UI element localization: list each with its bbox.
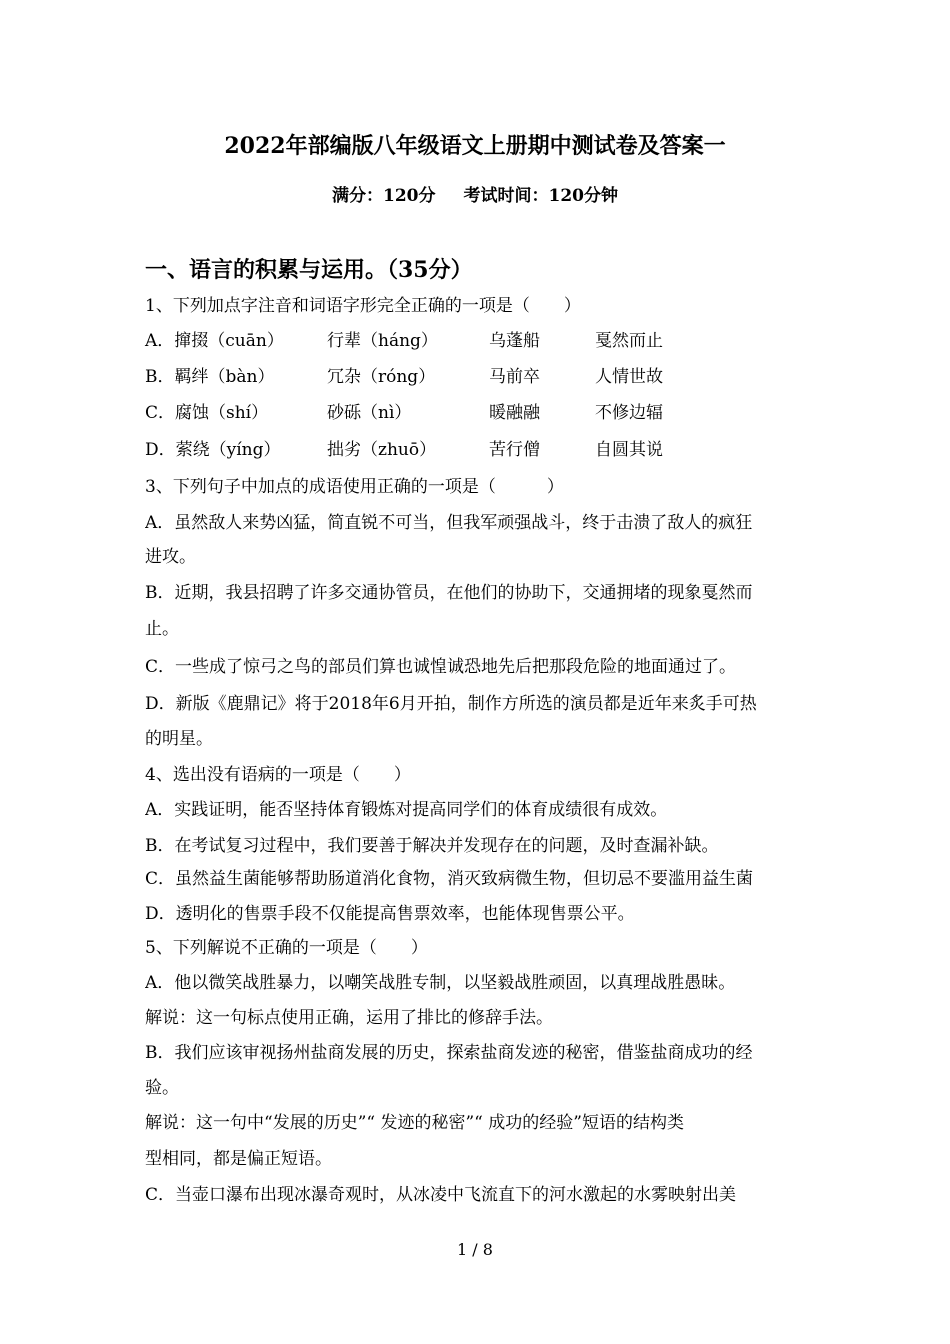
q3-option-a-line1: A．虽然敌人来势凶猛，简直锐不可当，但我军顽强战斗，终于击溃了敌人的疯狂 [145,513,753,533]
exam-time: 考试时间：120分钟 [463,186,618,206]
q4-option-c: C．虽然益生菌能够帮助肠道消化食物，消灭致病微生物，但切忌不要滥用益生菌 [145,869,754,889]
section-heading: 一、语言的积累与运用。（35分） [145,257,473,283]
q1-c-col3: 暖融融 [489,403,540,423]
q1-c-col2: 砂砾（nì） [327,403,412,423]
q4-option-b: B．在考试复习过程中，我们要善于解决并发现存在的问题，及时查漏补缺。 [145,836,719,856]
q3-option-b-line1: B．近期，我县招聘了许多交通协管员，在他们的协助下，交通拥堵的现象戛然而 [145,583,753,603]
q1-b-col3: 马前卒 [489,367,540,387]
q1-a-col3: 乌蓬船 [489,331,540,351]
q1-a-col4: 戛然而止 [595,331,663,351]
q1-a-col1: A．撺掇（cuān） [145,331,284,351]
q1-b-col1: B．羁绊（bàn） [145,367,275,387]
q3-stem: 3、下列句子中加点的成语使用正确的一项是（ ） [145,477,564,497]
exam-info [0,181,950,211]
q1-d-col2: 拙劣（zhuō） [327,440,437,460]
q5-option-b-line2: 验。 [145,1078,179,1098]
document-title: 2022年部编版八年级语文上册期中测试卷及答案一 [224,133,726,159]
q3-option-a-line2: 进攻。 [145,547,196,567]
q1-d-col1: D．萦绕（yíng） [145,440,281,460]
q3-option-b-line2: 止。 [145,619,179,639]
q5-stem: 5、下列解说不正确的一项是（ ） [145,938,428,958]
q1-b-col4: 人情世故 [595,367,663,387]
q5-option-b-note-line2: 型相同，都是偏正短语。 [145,1149,332,1169]
q4-stem: 4、选出没有语病的一项是（ ） [145,765,411,785]
full-score: 满分：120分 [332,186,436,206]
q1-stem: 1、下列加点字注音和词语字形完全正确的一项是（ ） [145,296,581,316]
q4-option-a: A．实践证明，能否坚持体育锻炼对提高同学们的体育成绩很有成效。 [145,800,668,820]
q1-d-col3: 苦行僧 [489,440,540,460]
q5-option-b-line1: B．我们应该审视扬州盐商发展的历史，探索盐商发迹的秘密，借鉴盐商成功的经 [145,1043,753,1063]
q1-a-col2: 行辈（háng） [327,331,438,351]
q1-b-col2: 冗杂（róng） [327,367,436,387]
q5-option-a-note: 解说：这一句标点使用正确，运用了排比的修辞手法。 [145,1008,553,1028]
q5-option-b-note-line1: 解说：这一句中“发展的历史”“ 发迹的秘密”“ 成功的经验”短语的结构类 [145,1113,684,1133]
q1-c-col4: 不修边辐 [595,403,663,423]
page-number: 1 / 8 [457,1240,493,1259]
q5-option-a: A．他以微笑战胜暴力，以嘲笑战胜专制，以坚毅战胜顽固，以真理战胜愚昧。 [145,973,736,993]
q3-option-d-line1: D．新版《鹿鼎记》将于2018年6月开拍，制作方所选的演员都是近年来炙手可热 [145,694,757,714]
q4-option-d: D．透明化的售票手段不仅能提高售票效率，也能体现售票公平。 [145,904,635,924]
q3-option-c: C．一些成了惊弓之鸟的部员们算也诚惶诚恐地先后把那段危险的地面通过了。 [145,657,737,677]
q1-d-col4: 自圆其说 [595,440,663,460]
q1-c-col1: C．腐蚀（shí） [145,403,269,423]
q3-option-d-line2: 的明星。 [145,729,213,749]
q5-option-c-line1: C．当壶口瀑布出现冰瀑奇观时，从冰凌中飞流直下的河水激起的水雾映射出美 [145,1185,737,1205]
